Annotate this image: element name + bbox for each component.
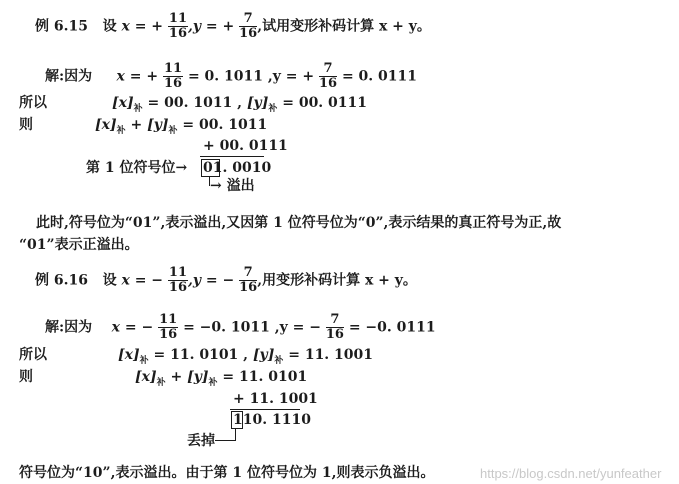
ex16-sol-label: 解:因为 — [45, 319, 93, 336]
ex15-ze-expr: $[x]_补 + [y]_补 = 00$. 1011 — [95, 117, 268, 136]
ex16-ze-x: [x] — [135, 369, 157, 385]
ex15-suoyi-expr: $[x]_补 = 00$. 1011 , $[y]_补 = 00$. 0111 — [112, 95, 368, 114]
ex15-add-line: + 00. 0111 — [203, 138, 288, 154]
ex16-discard-leader — [215, 440, 236, 441]
ex16-sol-y-val: = −0. 0111 — [348, 319, 436, 336]
ex15-sign-box — [201, 159, 223, 177]
ex15-q-pre: 设 — [102, 18, 117, 35]
ex15-q-y-frac: $\frac{7}{16}$ — [239, 11, 258, 41]
ex16-q-x: x = − — [121, 272, 164, 289]
ex15-result-rest: . 0010 — [222, 160, 272, 176]
ex15-ze-x: [x] — [95, 117, 117, 133]
ex15-suoyi-y-val: = 00. 0111 — [282, 95, 368, 111]
ex15-sol-x-frac: $\frac{11}{16}$ — [163, 61, 183, 91]
ex16-sol-x-frac: $\frac{11}{16}$ — [159, 312, 178, 342]
ex16-suoyi-expr: $[x]_补 = 11$. 0101 , $[y]_补 = 11$. 1001 — [118, 347, 374, 366]
ex16-q-y-frac: $\frac{7}{16}$ — [239, 265, 258, 295]
ex15-q-x-frac: $\frac{11}{16}$ — [168, 11, 188, 41]
ex15-paragraph-line2: “01”表示正溢出。 — [19, 237, 139, 253]
ex16-label: 例 6.16 — [35, 272, 88, 289]
ex15-sol-x-val: = 0. 1011 ,y = + — [187, 68, 315, 85]
ex15-ze-plus: + [y] — [130, 117, 169, 133]
ex15-sign-label: 第 1 位符号位 — [86, 160, 176, 176]
ex16-q-post: ,用变形补码计算 x + y。 — [257, 272, 417, 289]
ex16-q-pre: 设 — [102, 272, 117, 289]
arrow-right-icon: → — [175, 160, 188, 176]
watermark-url: https://blog.csdn.net/yunfeather — [480, 466, 662, 481]
ex16-q-y: ,y = − — [188, 272, 235, 289]
ex15-sum-rule — [200, 156, 264, 157]
ex15-paragraph-line1: 此时,符号位为“01”,表示溢出,又因第 1 位符号位为“0”,表示结果的真正符号为正,故 — [36, 215, 562, 231]
ex16-suoyi-y-val: = 11. 1001 — [288, 347, 374, 363]
ex15-overflow — [210, 178, 255, 194]
ex16-suoyi-x-val: = 11. 0101 , — [153, 347, 249, 363]
ex16-discard-connector — [235, 428, 236, 440]
ex16-solution — [45, 313, 436, 342]
ex16-sol-y-frac: $\frac{7}{16}$ — [325, 312, 344, 342]
ex16-ze-expr: $[x]_补 + [y]_补 = 11$. 0101 — [135, 369, 308, 388]
ex16-suoyi: 所以 — [19, 347, 47, 363]
ex16-discard-bit: 1 — [233, 412, 243, 428]
ex16-result-value — [233, 412, 311, 428]
ex16-suoyi-y: [y] — [252, 347, 275, 363]
ex16-sum-rule — [230, 409, 300, 410]
ex16-q-x-frac: $\frac{11}{16}$ — [168, 265, 188, 295]
ex16-result-rest: 10. 1110 — [242, 412, 311, 428]
ex16-discard-label: 丢掉 — [187, 433, 215, 449]
ex15-suoyi-y: [y] — [246, 95, 269, 111]
ex15-overflow-label: 溢出 — [226, 178, 255, 194]
ex15-suoyi-x: [x] — [112, 95, 134, 111]
ex16-sol-x-val: = −0. 1011 ,y = − — [183, 319, 321, 336]
ex15-ze: 则 — [19, 117, 33, 133]
ex16-question — [35, 266, 417, 295]
ex16-discard-box — [231, 411, 243, 429]
ex15-q-y: ,y = + — [188, 18, 235, 35]
ex16-sol-x: x = − — [111, 319, 154, 336]
ex15-suoyi-x-val: = 00. 1011 , — [147, 95, 243, 111]
ex15-solution — [45, 62, 417, 91]
ex15-q-x: x = + — [121, 18, 164, 35]
ex15-q-post: ,试用变形补码计算 x + y。 — [257, 18, 431, 35]
ex15-sol-y-val: = 0. 0111 — [341, 68, 418, 85]
ex15-label: 例 6.15 — [35, 18, 88, 35]
ex15-sol-x: x = + — [116, 68, 159, 85]
ex16-paragraph: 符号位为“10”,表示溢出。由于第 1 位符号位为 1,则表示负溢出。 — [19, 465, 435, 481]
ex15-sign-bits: 01 — [203, 160, 223, 176]
ex16-ze: 则 — [19, 369, 33, 385]
ex15-question — [35, 12, 431, 41]
ex16-ze-plus: + [y] — [170, 369, 209, 385]
ex15-result-row — [86, 160, 187, 176]
ex16-add-line: + 11. 1001 — [233, 391, 318, 407]
ex15-ze-val: = 00. 1011 — [182, 117, 268, 133]
ex16-suoyi-x: [x] — [118, 347, 140, 363]
ex16-ze-val: = 11. 0101 — [222, 369, 308, 385]
ex15-sol-y-frac: $\frac{7}{16}$ — [318, 61, 338, 91]
arrow-right-icon: → — [210, 178, 222, 194]
ex15-sol-label: 解:因为 — [45, 68, 93, 85]
ex15-suoyi: 所以 — [19, 95, 47, 111]
